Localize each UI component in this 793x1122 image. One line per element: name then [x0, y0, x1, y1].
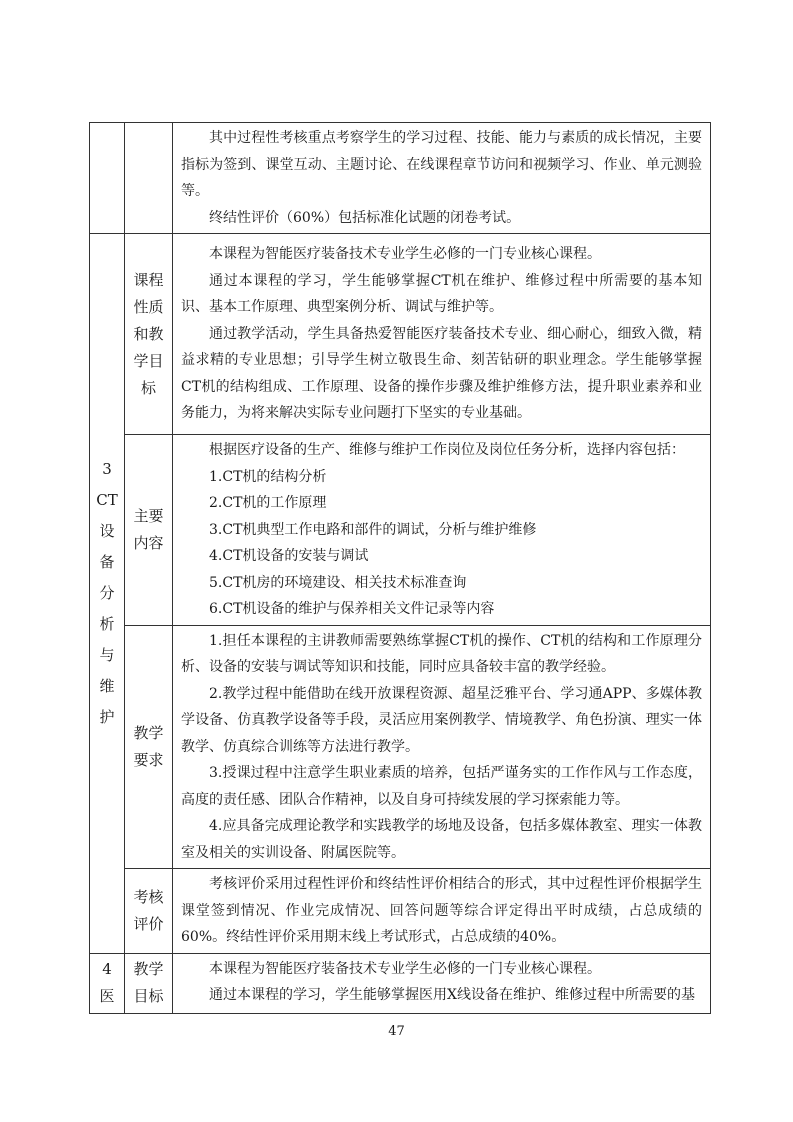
content-cell [173, 123, 711, 234]
section-label: 主要内容 [133, 506, 164, 552]
paragraph: 本课程为智能医疗装备技术专业学生必修的一门专业核心课程。 [209, 960, 601, 977]
empty-cell [125, 123, 173, 234]
section-label: 教学目标 [133, 959, 164, 1005]
list-item: 3.CT机典型工作电路和部件的调试，分析与维护维修 [209, 521, 537, 538]
paragraph: 3.授课过程中注意学生职业素质的培养，包括严谨务实的工作作风与工作态度，高度的责任感、团队合作精神，以及自身可持续发展的学习探索能力等。 [181, 765, 702, 808]
page-number: 47 [388, 1024, 405, 1039]
section-label: 教学要求 [133, 723, 164, 769]
course-name-char: 与 [99, 645, 115, 664]
content-cell [173, 625, 711, 869]
course-name-cell [90, 234, 125, 954]
paragraph: 通过本课程的学习，学生能够掌握医用X线设备在维护、维修过程中所需要的基 [209, 987, 695, 1003]
course-number: 4 [102, 959, 112, 978]
list-item: 1.CT机的结构分析 [209, 468, 327, 485]
section-label-cell [125, 953, 173, 1013]
section-label: 考核评价 [133, 887, 164, 933]
paragraph: 考核评价采用过程性评价和终结性评价相结合的形式，其中过程性评价根据学生课堂签到情况、作业完成情况、回答问题等综合评定得出平时成绩，占总成绩的60%。终结性评价采用期末线上考试形式，占总成绩的40%。 [181, 876, 702, 945]
paragraph: 通过本课程的学习，学生能够掌握CT机在维护、维修过程中所需要的基本知识、基本工作原理、典型案例分析、调试与维护等。 [181, 272, 702, 316]
paragraph: 通过教学活动，学生具备热爱智能医疗装备技术专业、细心耐心，细致入微，精益求精的专业思想；引导学生树立敬畏生命、刻苦钻研的职业理念。学生能够掌握CT机的结构组成、工作原理、设备的操作步骤及维护维修方法，提升职业素养和业务能力，为将来解决实际专业问题打下坚实的专业基础。 [181, 325, 702, 422]
content-cell [173, 234, 711, 435]
paragraph: 4.应具备完成理论教学和实践教学的场地及设备，包括多媒体教室、理实一体教室及相关的实训设备、附属医院等。 [181, 818, 702, 861]
list-item: 6.CT机设备的维护与保养相关文件记录等内容 [209, 601, 495, 617]
section-label-cell [125, 625, 173, 869]
empty-cell [90, 123, 125, 234]
course-number: 3 [102, 459, 112, 478]
list-item: 4.CT机设备的安装与调试 [209, 548, 369, 564]
course-name-char: 维 [99, 676, 115, 695]
content-cell [173, 435, 711, 626]
paragraph: 2.教学过程中能借助在线开放课程资源、超星泛雅平台、学习通APP、多媒体教学设备、仿真教学设备等手段，灵活应用案例教学、情境教学、角色扮演、理实一体教学、仿真综合训练等方法进行教学。 [181, 685, 702, 755]
table-row [90, 435, 711, 626]
table-row [90, 234, 711, 435]
course-name-char: CT [96, 490, 118, 509]
paragraph: 终结性评价（60%）包括标准化试题的闭卷考试。 [209, 209, 521, 226]
paragraph: 本课程为智能医疗装备技术专业学生必修的一门专业核心课程。 [209, 246, 601, 263]
course-name-char: 医 [99, 986, 115, 1005]
table-row [90, 869, 711, 954]
table-row [90, 953, 711, 1013]
course-name-char: 析 [99, 614, 115, 633]
content-cell [173, 953, 711, 1013]
course-name-char: 备 [99, 552, 115, 571]
course-name-char: 护 [99, 707, 115, 726]
section-label-cell [125, 234, 173, 435]
table-row [90, 123, 711, 234]
course-name-char: 设 [99, 521, 115, 540]
section-label-cell [125, 435, 173, 626]
paragraph: 根据医疗设备的生产、维修与维护工作岗位及岗位任务分析，选择内容包括： [209, 442, 685, 458]
course-table [89, 122, 711, 1014]
paragraph: 1.担任本课程的主讲教师需要熟练掌握CT机的操作、CT机的结构和工作原理分析、设备的安装与调试等知识和技能，同时应具备较丰富的教学经验。 [181, 632, 702, 675]
section-label: 课程性质和教学目标 [133, 270, 164, 397]
content-cell [173, 869, 711, 954]
table-row [90, 625, 711, 869]
list-item: 2.CT机的工作原理 [209, 495, 327, 511]
course-name-char: 分 [99, 583, 115, 602]
section-label-cell [125, 869, 173, 954]
course-name-cell [90, 953, 125, 1013]
paragraph: 其中过程性考核重点考察学生的学习过程、技能、能力与素质的成长情况，主要指标为签到、课堂互动、主题讨论、在线课程章节访问和视频学习、作业、单元测验等。 [181, 130, 702, 199]
list-item: 5.CT机房的环境建设、相关技术标准查询 [209, 574, 467, 591]
